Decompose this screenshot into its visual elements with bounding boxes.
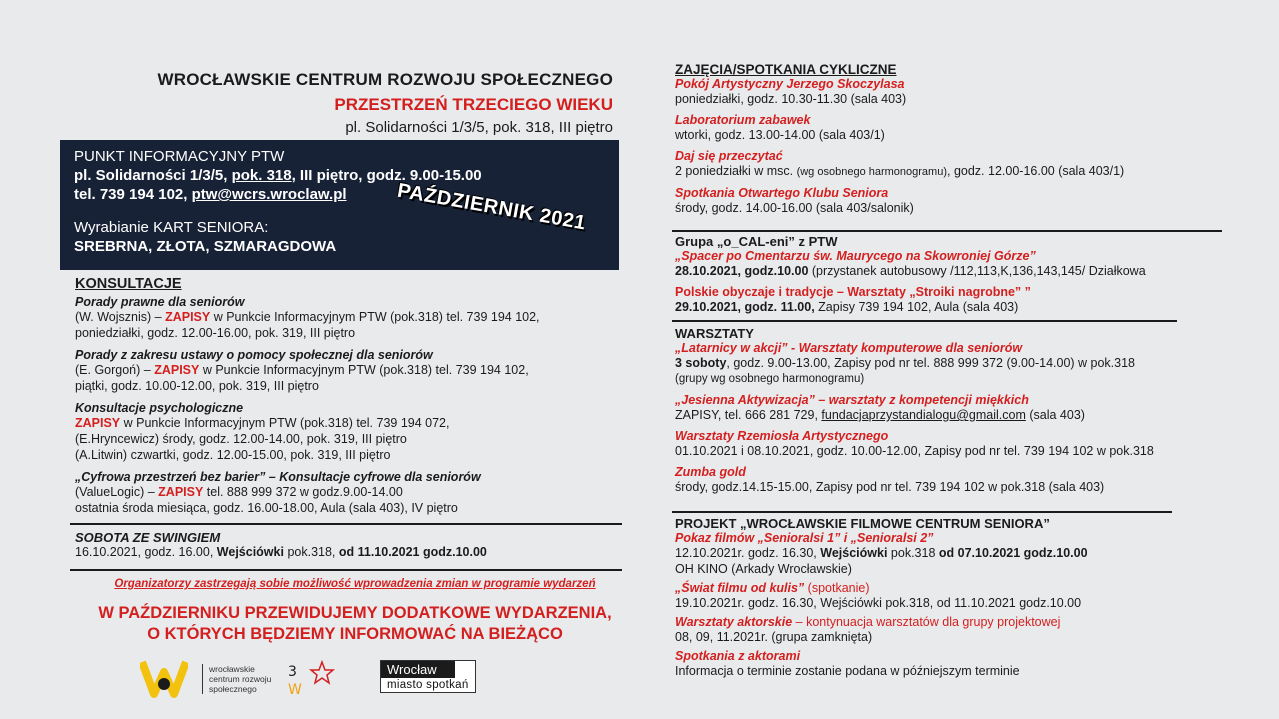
disclaimer: Organizatorzy zastrzegają sobie możliwość wprowadzenia zmian w programie wydarzeń xyxy=(114,578,596,590)
cyclic-item: Laboratorium zabawek wtorki, godz. 13.00-14.00 (sala 403/1) xyxy=(675,113,885,142)
warsztaty-section xyxy=(675,326,1235,495)
svg-text:3: 3 xyxy=(288,664,297,680)
wroclaw-logo: Wrocław miasto spotkań xyxy=(380,660,476,693)
grupa-title: Grupa „o_CAL-eni” z PTW xyxy=(675,234,838,249)
konsultacje-section xyxy=(75,276,605,516)
consult-item: Konsultacje psychologiczne ZAPISY w Punkcie Informacyjnym PTW (pok.318) tel. 739 194 072, (E.Hryncewicz) środy, godz. 12.00-14.00, pok. 319, III piętro (A.Litwin) czwartki, godz. 12.00-15.00, pok. 319, III piętro xyxy=(75,401,605,463)
info-contact: tel. 739 194 102, ptw@wcrs.wroclaw.pl xyxy=(74,186,347,203)
projekt-item: Spotkania z aktorami Informacja o terminie zostanie podana w późniejszym terminie xyxy=(675,649,1020,678)
cyclic-item: Spotkania Otwartego Klubu Seniora środy, godz. 14.00-16.00 (sala 403/salonik) xyxy=(675,186,914,215)
projekt-item: Warsztaty aktorskie – kontynuacja warsztatów dla grupy projektowej 08, 09, 11.2021r. (grupa zamknięta) xyxy=(675,615,1061,644)
projekt-section xyxy=(675,516,1235,679)
consult-title: Porady prawne dla seniorów xyxy=(75,295,245,309)
consult-title: Porady z zakresu ustawy o pomocy społecznej dla seniorów xyxy=(75,348,433,362)
swing-title: SOBOTA ZE SWINGIEM xyxy=(75,530,221,545)
workshop-item: „Latarnicy w akcji” - Warsztaty komputerowe dla seniorów 3 soboty, godz. 9.00-13.00, Zapisy pod nr tel. 888 999 372 (9.00-14.00) w pok.318 (grupy wg osobnego harmonogramu) xyxy=(675,341,1136,385)
page-title: WROCŁAWSKIE CENTRUM ROZWOJU SPOŁECZNEGO xyxy=(157,70,613,89)
swing-section: SOBOTA ZE SWINGIEM 16.10.2021, godz. 16.00, Wejściówki pok.318, od 11.10.2021 godz.10.00 xyxy=(75,530,605,559)
warsztaty-title: WARSZTATY xyxy=(675,326,754,341)
cyclic-item: Daj się przeczytać 2 poniedziałki w msc. (wg osobnego harmonogramu), godz. 12.00-16.00 (sala 403/1) xyxy=(675,149,1125,178)
email-link[interactable]: ptw@wcrs.wroclaw.pl xyxy=(191,186,347,203)
divider xyxy=(672,320,1177,322)
header-address: pl. Solidarności 1/3/5, pok. 318, III piętro xyxy=(345,119,613,136)
page-subtitle: PRZESTRZEŃ TRZECIEGO WIEKU xyxy=(334,95,613,114)
cards-label: Wyrabianie KART SENIORA: xyxy=(74,219,269,236)
projekt-item: „Świat filmu od kulis” (spotkanie) 19.10.2021r. godz. 16.30, Wejściówki pok.318, od 11.10.2021 godz.10.00 xyxy=(675,581,1082,610)
projekt-title: PROJEKT „WROCŁAWSKIE FILMOWE CENTRUM SENIORA” xyxy=(675,516,1050,531)
konsultacje-title: KONSULTACJE xyxy=(75,276,182,292)
grupa-event: „Spacer po Cmentarzu św. Maurycego na Skowroniej Górze” 28.10.2021, godz.10.00 (przystanek autobusowy /112,113,K,136,143,145/ Działkowa xyxy=(675,249,1146,278)
divider xyxy=(672,511,1172,513)
email-link[interactable]: fundacjaprzystandialogu@gmail.com xyxy=(821,408,1026,422)
info-address: pl. Solidarności 1/3/5, pok. 318, III piętro, godz. 9.00-15.00 xyxy=(74,167,482,184)
consult-title: „Cyfrowa przestrzeń bez barier” – Konsultacje cyfrowe dla seniorów xyxy=(75,470,481,484)
wcrs-logo-text: wrocławskie centrum rozwoju społecznego xyxy=(202,664,271,694)
svg-text:W: W xyxy=(288,682,302,698)
cykliczne-section xyxy=(675,62,1235,216)
cykliczne-title: ZAJĘCIA/SPOTKANIA CYKLICZNE xyxy=(675,62,897,77)
consult-item: Porady z zakresu ustawy o pomocy społecznej dla seniorów (E. Gorgoń) – ZAPISY w Punkcie Informacyjnym PTW (pok.318) tel. 739 194 102, piątki, godz. 10.00-12.00, pok. 319, III piętro xyxy=(75,348,605,394)
consult-item: „Cyfrowa przestrzeń bez barier” – Konsultacje cyfrowe dla seniorów (ValueLogic) – ZAPISY tel. 888 999 372 w godz.9.00-14.00 ostatnia środa miesiąca, godz. 16.00-18.00, Aula (sala 403), IV piętro xyxy=(75,470,605,516)
banner-line-1: W PAŹDZIERNIKU PRZEWIDUJEMY DODATKOWE WYDARZENIA, xyxy=(98,604,612,622)
info-box xyxy=(60,140,619,270)
divider xyxy=(70,569,622,571)
banner-line-2: O KTÓRYCH BĘDZIEMY INFORMOWAĆ NA BIEŻĄCO xyxy=(147,625,563,643)
month-label: PAŹDZIERNIK 2021 xyxy=(395,179,588,235)
divider xyxy=(672,230,1222,232)
projekt-item: Pokaz filmów „Senioralsi 1” i „Senioralsi 2” 12.10.2021r. godz. 16.30, Wejściówki pok.318 od 07.10.2021 godz.10.00 OH KINO (Arkady Wrocławskie) xyxy=(675,531,1088,576)
workshop-item: Zumba gold środy, godz.14.15-15.00, Zapisy pod nr tel. 739 194 102 w pok.318 (sala 403) xyxy=(675,465,1105,494)
grupa-event: Polskie obyczaje i tradycje – Warsztaty „Stroiki nagrobne” ” 29.10.2021, godz. 11.00, Zapisy 739 194 102, Aula (sala 403) xyxy=(675,285,1031,314)
info-title: PUNKT INFORMACYJNY PTW xyxy=(74,148,285,165)
consult-title: Konsultacje psychologiczne xyxy=(75,401,244,415)
ptw-logo-icon xyxy=(286,658,336,698)
grupa-section xyxy=(675,234,1235,315)
workshop-item: „Jesienna Aktywizacja” – warsztaty z kompetencji miękkich ZAPISY, tel. 666 281 729, fundacjaprzystandialogu@gmail.com (sala 403) xyxy=(675,393,1085,422)
cards-types: SREBRNA, ZŁOTA, SZMARAGDOWA xyxy=(74,238,337,255)
consult-item: Porady prawne dla seniorów (W. Wojsznis) – ZAPISY w Punkcie Informacyjnym PTW (pok.318) tel. 739 194 102, poniedziałki, godz. 12.00-16.00, pok. 319, III piętro xyxy=(75,295,605,341)
wcrs-logo-icon xyxy=(140,658,188,698)
workshop-item: Warsztaty Rzemiosła Artystycznego 01.10.2021 i 08.10.2021, godz. 10.00-12.00, Zapisy pod nr tel. 739 194 102 w pok.318 xyxy=(675,429,1154,458)
cyclic-item: Pokój Artystyczny Jerzego Skoczylasa poniedziałki, godz. 10.30-11.30 (sala 403) xyxy=(675,77,907,106)
divider xyxy=(70,523,622,525)
